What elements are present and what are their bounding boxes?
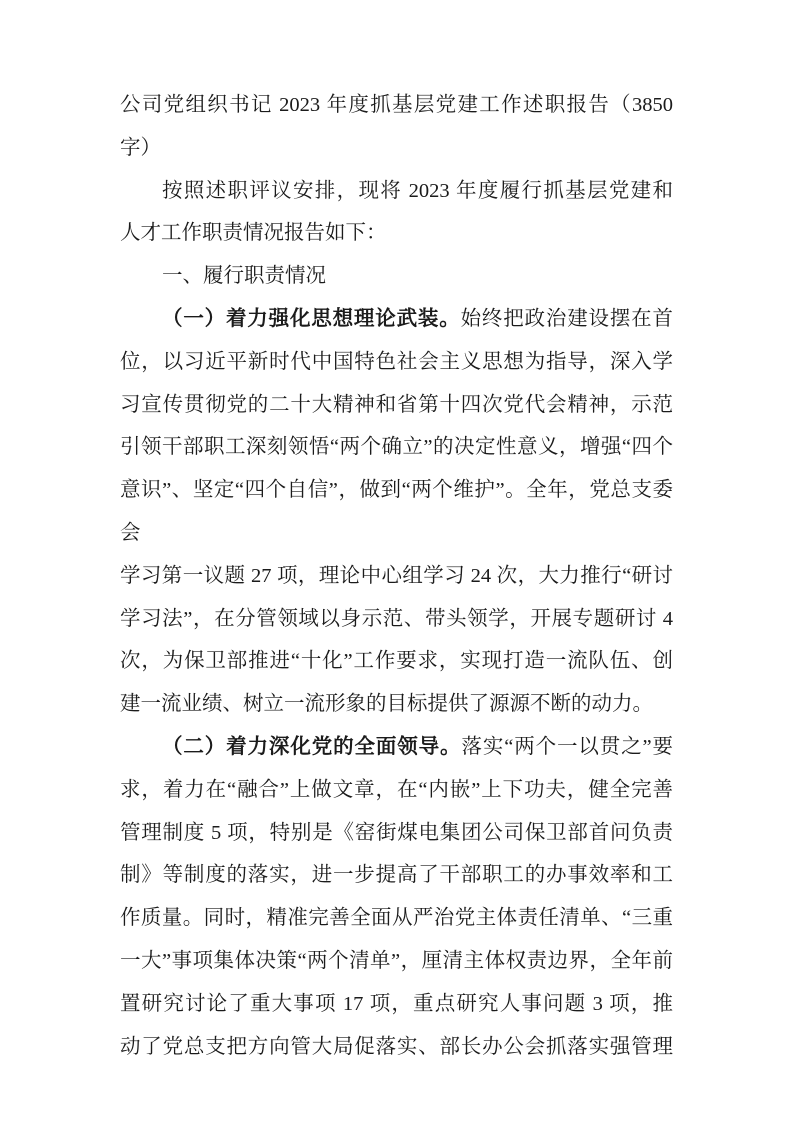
document-content	[120, 84, 673, 1068]
document-line	[120, 940, 673, 983]
document-line	[120, 812, 673, 855]
document-line	[120, 726, 673, 769]
document-line	[120, 255, 673, 298]
body-text: 管理制度 5 项，特别是《窑街煤电集团公司保卫部首问负责	[120, 821, 673, 844]
body-text: 制》等制度的落实，进一步提高了干部职工的办事效率和工	[120, 864, 673, 887]
document-title	[120, 84, 673, 170]
bold-heading-text: （一）着力强化思想理论武装。	[162, 307, 461, 330]
body-paragraph	[120, 726, 673, 1068]
body-text: 学习法”，在分管领域以身示范、带头领学，开展专题研讨 4	[120, 607, 673, 630]
body-text: 字）	[120, 136, 161, 159]
document-line	[120, 127, 673, 170]
document-line	[120, 854, 673, 897]
body-text: 置研究讨论了重大事项 17 项，重点研究人事问题 3 项，推	[120, 992, 673, 1015]
body-text: 人才工作职责情况报告如下：	[120, 222, 387, 245]
document-line	[120, 640, 673, 683]
document-line	[120, 212, 673, 255]
body-text: 次，为保卫部推进“十化”工作要求，实现打造一流队伍、创	[120, 650, 673, 673]
body-text: 一、履行职责情况	[162, 265, 326, 288]
document-line	[120, 683, 673, 726]
bold-heading-text: （二）着力深化党的全面领导。	[162, 735, 462, 758]
body-text: 落实“两个一以贯之”要	[461, 735, 673, 758]
body-text: 一大”事项集体决策“两个清单”，厘清主体权责边界，全年前	[120, 949, 673, 972]
body-text: 引领干部职工深刻领悟“两个确立”的决定性意义，增强“四个	[120, 436, 673, 459]
document-line	[120, 469, 673, 555]
document-line	[120, 341, 673, 384]
body-text: 按照述职评议安排，现将 2023 年度履行抓基层党建和	[162, 179, 673, 202]
body-text: 动了党总支把方向管大局促落实、部长办公会抓落实强管理	[120, 1035, 673, 1058]
document-line	[120, 384, 673, 427]
body-paragraph	[120, 298, 673, 726]
document-line	[120, 1026, 673, 1069]
document-line	[120, 769, 673, 812]
body-text: 始终把政治建设摆在首	[460, 307, 673, 330]
document-line	[120, 983, 673, 1026]
body-text: 意识”、坚定“四个自信”，做到“两个维护”。全年，党总支委会	[120, 479, 673, 544]
document-line	[120, 555, 673, 598]
body-text: 位，以习近平新时代中国特色社会主义思想为指导，深入学	[120, 350, 673, 373]
body-text: 习宣传贯彻党的二十大精神和省第十四次党代会精神，示范	[120, 393, 673, 416]
document-line	[120, 84, 673, 127]
document-line	[120, 897, 673, 940]
body-text: 求，着力在“融合”上做文章，在“内嵌”上下功夫，健全完善	[120, 778, 673, 801]
document-line	[120, 170, 673, 213]
document-line	[120, 426, 673, 469]
body-text: 公司党组织书记 2023 年度抓基层党建工作述职报告（3850	[120, 94, 673, 116]
body-text: 学习第一议题 27 项，理论中心组学习 24 次，大力推行“研讨	[120, 564, 673, 587]
section-heading	[120, 255, 673, 298]
body-text: 建一流业绩、树立一流形象的目标提供了源源不断的动力。	[120, 693, 653, 716]
document-line	[120, 298, 673, 341]
body-text: 作质量。同时，精准完善全面从严治党主体责任清单、“三重	[120, 907, 673, 930]
intro-paragraph	[120, 170, 673, 256]
document-line	[120, 598, 673, 641]
